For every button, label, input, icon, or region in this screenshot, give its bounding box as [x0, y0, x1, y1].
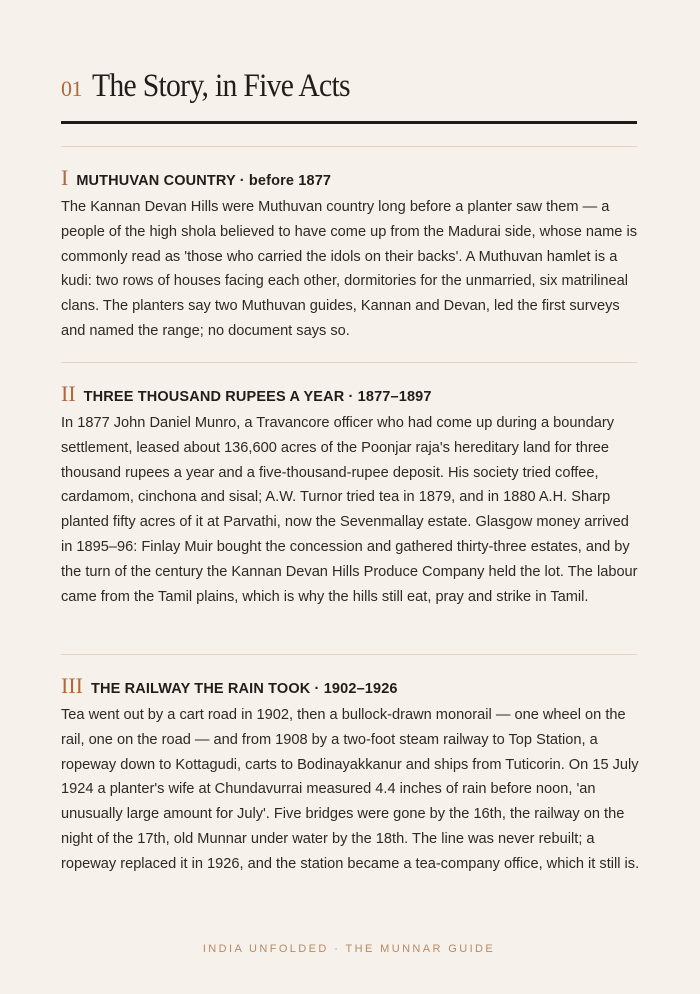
page	[61, 0, 640, 994]
section-heading	[61, 381, 432, 405]
section-roman-numeral: III	[61, 673, 83, 698]
section-body: The Kannan Devan Hills were Muthuvan country long before a planter saw them — a people of the high shola believed to have come up from the Madurai side, whose name is commonly read as 'those who carried the idols on their backs'. A Muthuvan hamlet is a kudi: two rows of houses facing each other, dormitories for the unmarried, six matrilineal clans. The planters say two Muthuvan guides, Kannan and Devan, led the first surveys and named the range; no document says so.	[61, 199, 637, 339]
section-title: MUTHUVAN COUNTRY · before 1877	[76, 173, 332, 189]
section-roman-numeral: II	[61, 381, 76, 406]
page-footer: INDIA UNFOLDED · THE MUNNAR GUIDE	[202, 943, 496, 955]
section-heading	[61, 165, 331, 189]
section-divider	[61, 362, 637, 363]
section-title: THREE THOUSAND RUPEES A YEAR · 1877–1897	[83, 389, 432, 405]
section-divider	[61, 146, 637, 147]
chapter-header	[61, 68, 637, 108]
section-roman-numeral: I	[61, 165, 69, 190]
section-title: THE RAILWAY THE RAIN TOOK · 1902–1926	[90, 681, 398, 697]
section-body: In 1877 John Daniel Munro, a Travancore officer who had come up during a boundary settlement, leased about 136,600 acres of the Poonjar raja's hereditary land for three thousand rupees a year and a five-thousand-rupee deposit. His society tried coffee, cardamom, cinchona and sisal; A.W. Turnor tried tea in 1879, and in 1880 A.H. Sharp planted fifty acres of it at Parvathi, now the Sevenmallay estate. Glasgow money arrived in 1895–96: Finlay Muir bought the concession and gathered thirty-three estates, and by the turn of the century the Kannan Devan Hills Produce Company held the lot. The labour came from the Tamil plains, which is why the hills still eat, pray and strike in Tamil.	[61, 415, 638, 605]
title-rule	[61, 121, 637, 124]
section-body: Tea went out by a cart road in 1902, then a bullock-drawn monorail — one wheel on the rail, one on the road — and from 1908 by a two-foot steam railway to Top Station, a ropeway down to Kottagudi, carts to Bodinayakkanur and ships from Tuticorin. On 15 July 1924 a planter's wife at Chundavurrai measured 4.4 inches of rain before noon, 'an unusually large amount for July'. Five bridges were gone by the 16th, the railway on the night of the 17th, old Munnar under water by the 18th. The line was never rebuilt; a ropeway replaced it in 1926, and the station became a tea-company office, which it still is.	[61, 707, 640, 872]
section-heading	[61, 673, 398, 697]
section-divider	[61, 654, 637, 655]
chapter-number: 01	[61, 76, 82, 101]
chapter-title: The Story, in Five Acts	[92, 68, 350, 104]
